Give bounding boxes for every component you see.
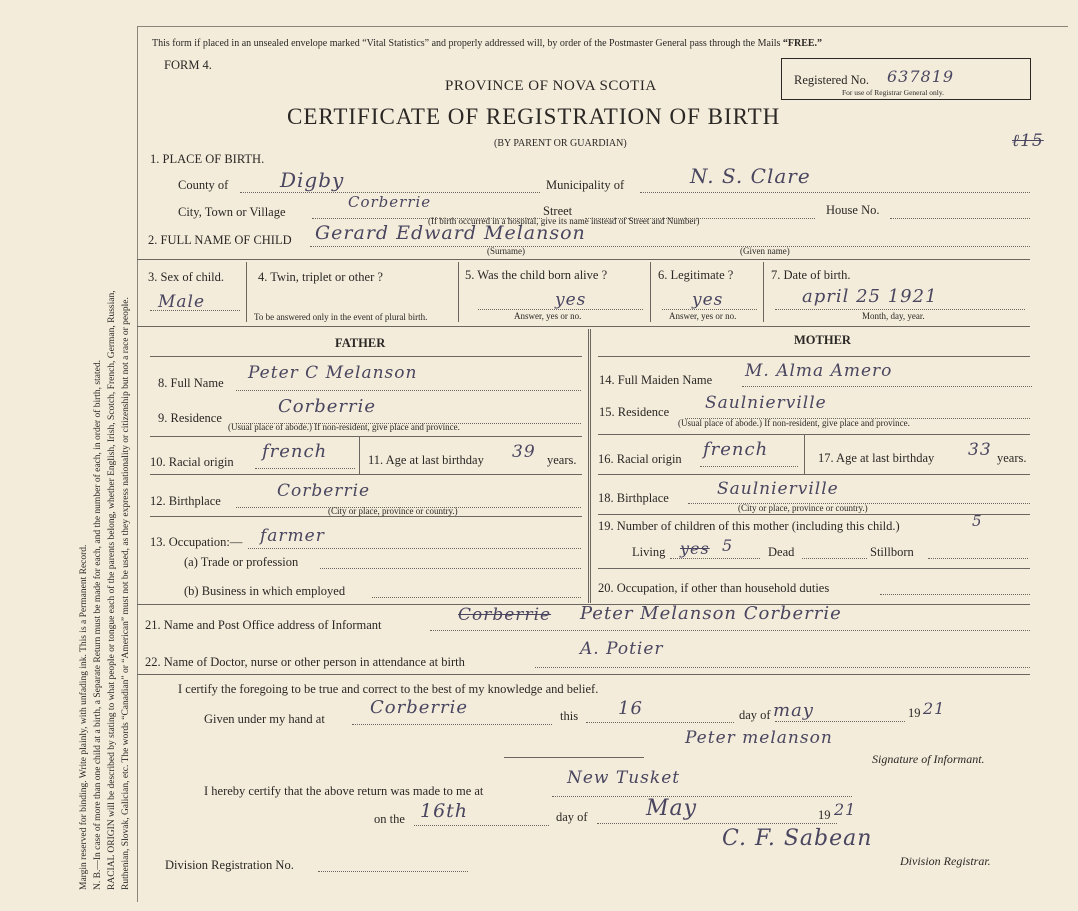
signature-label: Signature of Informant. [872,752,985,766]
mother-name-label: 14. Full Maiden Name [599,373,713,387]
father-residence-value: Corberrie [278,396,377,417]
mother-age-label: 17. Age at last birthday [818,451,935,465]
father-years-label: years. [547,453,577,467]
municipality-value: N. S. Clare [690,164,811,188]
mother-years-label: years. [997,451,1027,465]
city-label: City, Town or Village [178,205,286,219]
house-label: House No. [826,203,880,217]
living-label: Living [632,545,666,559]
mother-name-value: M. Alma Amero [745,361,893,381]
margin-note: RACIAL ORIGIN will be described by stating to what people or tongue each of the parents belong, whether English, Irish, Scotch, French, German, Russian, [107,290,117,890]
father-age-value: 39 [512,442,536,462]
father-age-label: 11. Age at last birthday [368,453,484,467]
father-residence-label: 9. Residence [158,411,222,425]
sex-value: Male [158,292,206,312]
sex-label: 3. Sex of child. [148,270,225,284]
day-of-label: day of [739,708,771,722]
mother-residence-label: 15. Residence [599,405,670,419]
legitimate-label: 6. Legitimate ? [658,268,734,282]
dob-note: Month, day, year. [862,311,925,321]
return-place-value: New Tusket [567,768,681,788]
father-birthplace-value: Corberrie [277,481,371,501]
dob-value: april 25 1921 [802,286,938,307]
father-name-value: Peter C Melanson [248,363,418,383]
division-registration-label: Division Registration No. [165,858,294,872]
page-subtitle: (BY PARENT OR GUARDIAN) [494,138,627,149]
alive-label: 5. Was the child born alive ? [465,268,608,282]
county-label: County of [178,178,229,192]
mother-birthplace-note: (City or place, province or country.) [738,503,868,513]
margin-note: N. B.—In case of more than one child at a birth, a Separate Return must be made for each, and the number of each, in order of birth, stated. [93,360,103,890]
informant-signature: Peter melanson [685,728,833,748]
mother-birthplace-label: 18. Birthplace [598,491,669,505]
alive-note: Answer, yes or no. [514,311,582,321]
doctor-value: A. Potier [580,639,664,659]
given-year-value: 21 [923,699,946,718]
mail-notice: This form if placed in an unsealed envelope marked “Vital Statistics” and properly addressed will, by order of the Postmaster General pass through the Mails “FREE.” [152,38,823,49]
father-racial-label: 10. Racial origin [150,455,234,469]
given-label: Given under my hand at [204,712,325,726]
living-value: 5 [722,536,734,555]
child-name-value: Gerard Edward Melanson [315,222,586,244]
certify-text: I certify the foregoing to be true and correct to the best of my knowledge and belief. [178,682,599,696]
given-place-value: Corberrie [370,697,469,718]
province-heading: PROVINCE OF NOVA SCOTIA [445,78,657,94]
twin-note: To be answered only in the event of plural birth. [254,312,428,322]
surname-note: (Surname) [487,246,525,256]
form-number: FORM 4. [164,58,212,72]
trade-label: (a) Trade or profession [184,555,299,569]
father-occupation-value: farmer [260,526,325,546]
informant-struck: Corberrie [458,605,552,625]
registered-label: Registered No. [794,73,869,87]
corner-mark: ℓ15 [1012,131,1044,151]
living-struck: yes [680,539,710,558]
mother-racial-label: 16. Racial origin [598,452,682,466]
father-birthplace-note: (City or place, province or country.) [328,506,458,516]
legitimate-note: Answer, yes or no. [669,311,737,321]
dob-label: 7. Date of birth. [771,268,851,282]
hospital-note: (If birth occurred in a hospital, give its name instead of Street and Number) [428,216,700,226]
return-day-value: 16th [420,800,469,822]
mother-racial-value: french [703,439,769,460]
father-occupation-label: 13. Occupation:— [150,535,243,549]
registrar-use-note: For use of Registrar General only. [842,88,944,97]
father-name-label: 8. Full Name [158,376,224,390]
margin-note: Margin reserved for binding. Write plainly, with unfading ink. This is a Permanent Record. [79,544,89,890]
informant-value: Peter Melanson Corberrie [580,603,842,624]
business-label: (b) Business in which employed [184,584,346,598]
municipality-label: Municipality of [546,178,625,192]
return-year-value: 21 [834,800,857,819]
registrar-signature: C. F. Sabean [722,826,873,851]
return-year-prefix: 19 [818,808,831,822]
page-title: CERTIFICATE OF REGISTRATION OF BIRTH [287,104,781,129]
mother-age-value: 33 [968,440,992,460]
alive-value: yes [555,290,587,310]
given-day-value: 16 [618,698,643,719]
given-name-note: (Given name) [740,246,790,256]
father-birthplace-label: 12. Birthplace [150,494,221,508]
division-registrar-label: Division Registrar. [900,854,991,868]
return-day-of-label: day of [556,810,588,824]
city-value: Corberrie [348,193,432,211]
place-of-birth-label: 1. PLACE OF BIRTH. [150,152,265,166]
stillborn-label: Stillborn [870,545,914,559]
child-name-label: 2. FULL NAME OF CHILD [148,233,292,247]
father-racial-value: french [262,441,328,462]
father-heading: FATHER [335,336,386,350]
registered-number: 637819 [887,67,955,86]
twin-label: 4. Twin, triplet or other ? [258,270,383,284]
year-prefix: 19 [908,706,921,720]
return-text: I hereby certify that the above return was made to me at [204,784,484,798]
children-count-value: 5 [972,512,983,530]
margin-note: Ruthenian, Slovak, Galician, etc. The words “Canadian” or “American” must not be used, as they express nationality or citizenship but not a race or people. [121,297,131,890]
mother-abode-note: (Usual place of abode.) If non-resident, give place and province. [678,418,910,428]
margin-instructions [77,30,133,890]
county-value: Digby [280,168,345,192]
dead-label: Dead [768,545,795,559]
legitimate-value: yes [692,290,724,310]
given-month-value: may [773,700,814,721]
mother-heading: MOTHER [794,333,851,347]
mother-birthplace-value: Saulnierville [717,479,839,499]
doctor-label: 22. Name of Doctor, nurse or other person in attendance at birth [145,655,465,669]
registration-box [781,58,1031,100]
mother-occupation-label: 20. Occupation, if other than household duties [598,581,830,595]
on-the-label: on the [374,812,405,826]
children-count-label: 19. Number of children of this mother (including this child.) [598,519,900,533]
return-month-value: May [646,796,698,821]
mother-residence-value: Saulnierville [705,393,827,413]
this-label: this [560,709,579,723]
street-label: Street [543,204,573,218]
father-abode-note: (Usual place of abode.) If non-resident, give place and province. [228,422,460,432]
informant-label: 21. Name and Post Office address of Informant [145,618,382,632]
